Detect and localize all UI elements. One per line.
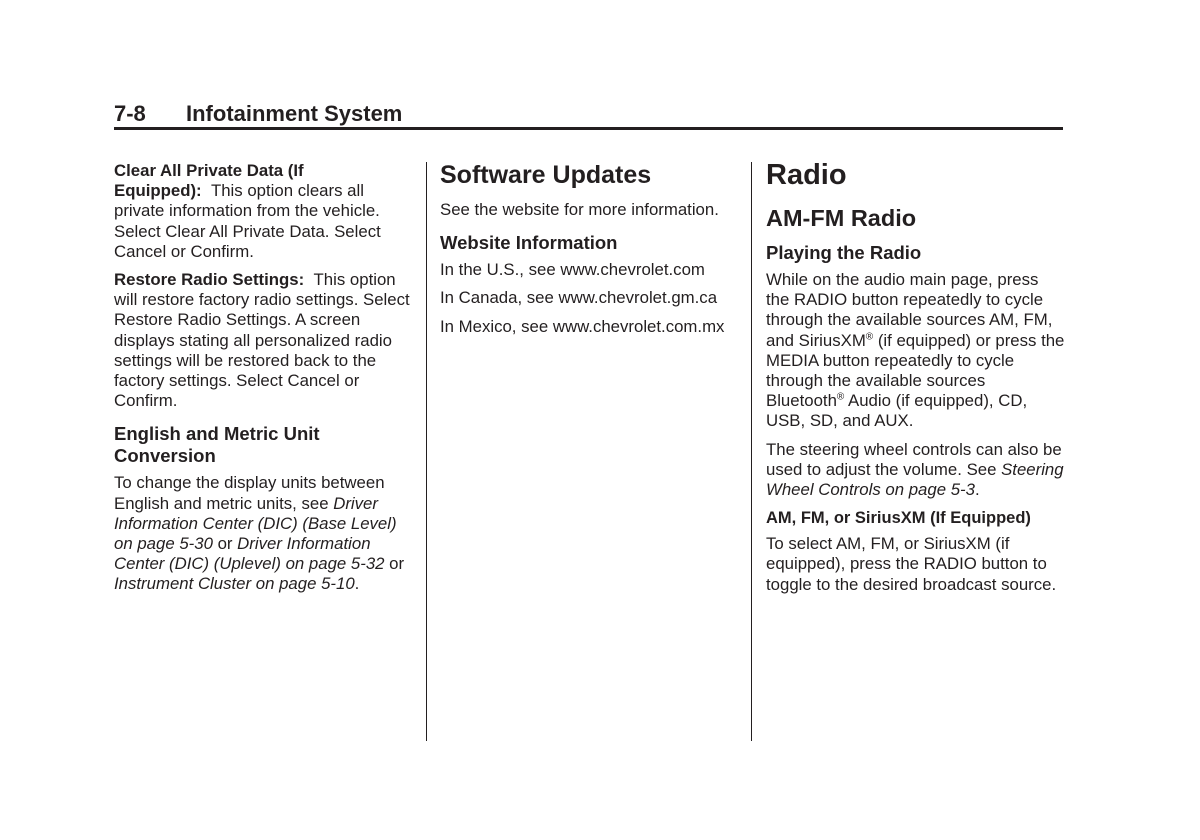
- software-updates-intro: See the website for more information.: [440, 200, 719, 219]
- column-divider-1: [426, 162, 427, 741]
- website-mexico: In Mexico, see www.chevrolet.com.mx: [440, 316, 725, 336]
- restore-radio-label: Restore Radio Settings:: [114, 270, 305, 290]
- chapter-title: Infotainment System: [186, 101, 403, 126]
- restore-radio-paragraph: [114, 270, 414, 411]
- page-header: [114, 101, 1062, 127]
- clear-private-data-label: Clear All Private Data (If Equipped):: [114, 161, 304, 201]
- dic-uplevel-link[interactable]: Driver Information Center (DIC) (Uplevel) on page 5-32: [114, 534, 385, 574]
- units-or-2: or: [384, 554, 405, 574]
- am-fm-select-paragraph: To select AM, FM, or SiriusXM (if equipped), press the RADIO button to toggle to the desired broadcast source.: [766, 534, 1057, 594]
- website-us: In the U.S., see www.chevrolet.com: [440, 260, 705, 280]
- units-paragraph: [114, 473, 414, 594]
- steering-end: .: [974, 480, 980, 500]
- registered-mark: ®: [865, 331, 874, 343]
- software-updates-heading: Software Updates: [440, 161, 652, 189]
- dic-base-link[interactable]: Driver Information Center (DIC) (Base Level) on page 5-30: [114, 493, 397, 554]
- instrument-cluster-link[interactable]: Instrument Cluster on page 5-10: [114, 574, 355, 594]
- playing-text-c: Audio (if equipped), CD, USB, SD, and AUX.: [766, 391, 1028, 431]
- playing-radio-paragraph: [766, 270, 1066, 432]
- playing-text-b: (if equipped) or press the MEDIA button repeatedly to cycle through the available sources Bluetooth: [766, 330, 1065, 411]
- am-fm-siriusxm-heading: AM, FM, or SiriusXM (If Equipped): [766, 509, 1031, 528]
- website-info-heading: Website Information: [440, 232, 618, 254]
- radio-heading: Radio: [766, 159, 847, 191]
- units-end: .: [354, 574, 360, 594]
- steering-text: The steering wheel controls can also be used to adjust the volume. See: [766, 439, 1062, 479]
- playing-radio-heading: Playing the Radio: [766, 242, 922, 263]
- header-rule: [114, 127, 1063, 130]
- steering-wheel-link[interactable]: Steering Wheel Controls on page 5-3: [766, 459, 1064, 500]
- page-number: 7-8: [114, 101, 146, 126]
- units-or-1: or: [212, 534, 238, 554]
- column-right: [766, 158, 1066, 603]
- clear-private-data-paragraph: [114, 161, 414, 262]
- units-text: To change the display units between English and metric units, see: [114, 473, 385, 513]
- column-left: [114, 161, 414, 603]
- restore-radio-text: This option will restore factory radio settings. Select Restore Radio Settings. A screen displays stating all personalized radio settings will be restored back to the factory settings. Select Cancel or Confirm.: [114, 270, 410, 411]
- playing-text-a: While on the audio main page, press the RADIO button repeatedly to cycle through the available sources AM, FM, and SiriusXM: [766, 270, 1053, 350]
- website-canada: In Canada, see www.chevrolet.gm.ca: [440, 288, 718, 308]
- steering-paragraph: [766, 440, 1066, 501]
- registered-mark: ®: [836, 391, 845, 403]
- column-middle: [440, 160, 740, 345]
- units-heading: English and Metric Unit Conversion: [114, 423, 320, 467]
- clear-private-data-text: This option clears all private information from the vehicle. Select Clear All Private Data. Select Cancel or Confirm.: [114, 181, 381, 261]
- column-divider-2: [751, 162, 752, 741]
- am-fm-radio-heading: AM-FM Radio: [766, 205, 917, 231]
